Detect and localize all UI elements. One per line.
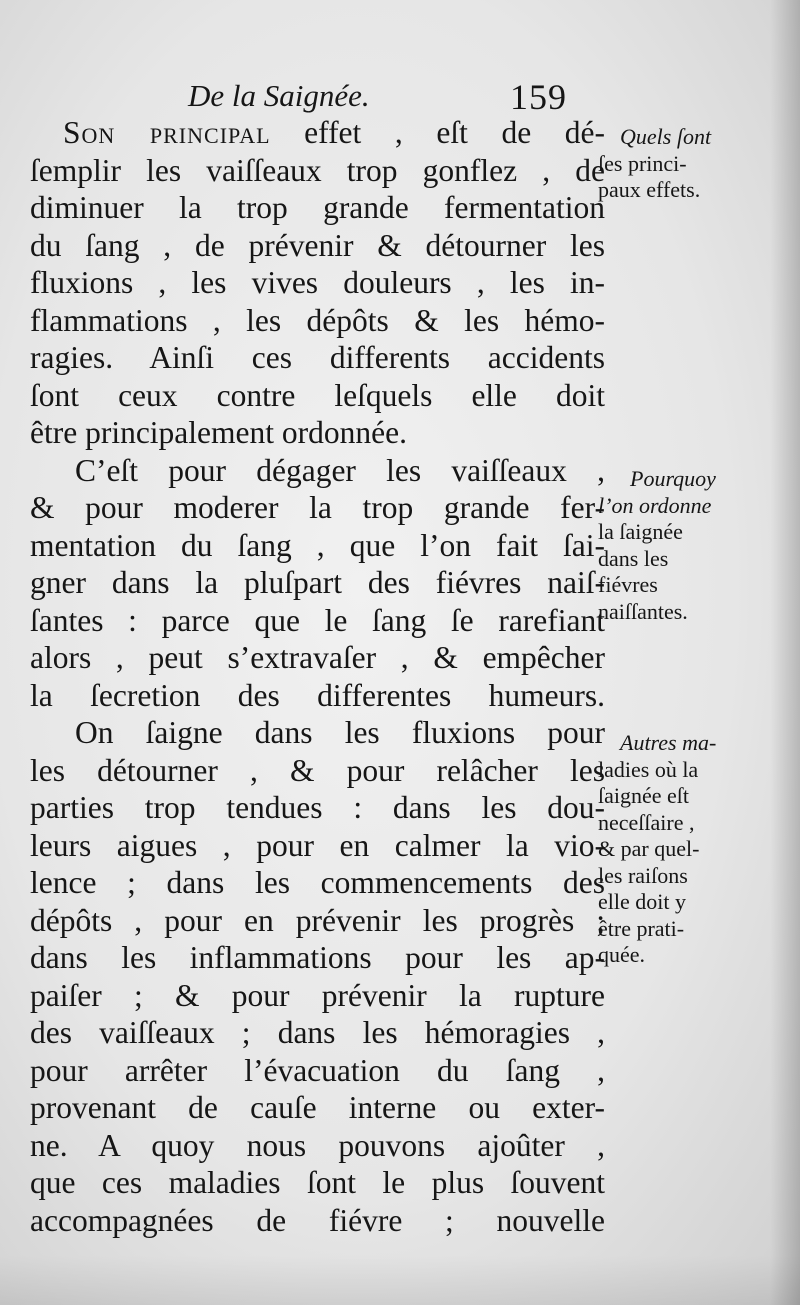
text-line: flammations , les dépôts & les hémo-: [30, 302, 605, 338]
margin-note-line: paux effets.: [598, 177, 701, 202]
page-bottom-shadow: [0, 1255, 800, 1305]
margin-note-line: dans les: [598, 545, 669, 571]
text-line: gner dans la pluſpart des fiévres naiſ-: [30, 565, 605, 600]
margin-note-line: ſes princi-: [598, 150, 687, 176]
text-line: ragies. Ainſi ces differents accidents: [30, 340, 605, 375]
margin-note-line: Quels ſont: [620, 124, 712, 149]
paragraph-1: [30, 114, 605, 452]
margin-note-3: [598, 730, 758, 969]
running-head: De la Saignée.: [188, 78, 370, 113]
text-line: [30, 114, 605, 152]
opening-small-caps: Son principal: [63, 115, 271, 150]
text-line: les détourner , & pour relâcher les: [30, 752, 605, 788]
margin-note-line: quée.: [598, 942, 646, 967]
text-line: diminuer la trop grande fermentation: [30, 190, 605, 225]
text-line: ne. A quoy nous pouvons ajoûter ,: [30, 1127, 605, 1163]
text-line: C’eſt pour dégager les vaiſſeaux ,: [75, 452, 605, 488]
margin-note-2: [598, 466, 758, 625]
line-text: effet , eſt de dé-: [270, 115, 605, 150]
text-line: pour arrêter l’évacuation du ſang ,: [30, 1052, 605, 1088]
text-line: ſont ceux contre leſquels elle doit: [30, 377, 605, 413]
text-line: provenant de cauſe interne ou exter-: [30, 1090, 605, 1125]
text-line: des vaiſſeaux ; dans les hémoragies ,: [30, 1015, 605, 1050]
margin-note-line: les raiſons: [598, 862, 688, 888]
paragraph-3: [30, 714, 605, 1239]
text-line: On ſaigne dans les fluxions pour: [75, 715, 605, 750]
margin-note-line: ladies où la: [598, 756, 699, 782]
body-text: [30, 114, 605, 1239]
page-number: 159: [510, 77, 567, 117]
text-line: mentation du ſang , que l’on fait ſai-: [30, 527, 605, 563]
margin-note-line: naiſſantes.: [598, 598, 688, 624]
text-line: lence ; dans les commencements des: [30, 865, 605, 900]
text-line: la ſecretion des differentes humeurs.: [30, 677, 605, 713]
text-line: du ſang , de prévenir & détourner les: [30, 227, 605, 263]
text-line: fluxions , les vives douleurs , les in-: [30, 265, 605, 300]
margin-note-line: Autres ma-: [620, 730, 717, 755]
text-line: que ces maladies ſont le plus ſouvent: [30, 1165, 605, 1200]
text-line: ſemplir les vaiſſeaux trop gonflez , de: [30, 152, 605, 188]
page-edge-shadow: [770, 0, 800, 1305]
text-line: & pour moderer la trop grande fer-: [30, 490, 605, 525]
text-line: accompagnées de fiévre ; nouvelle: [30, 1202, 605, 1238]
margin-note-line: Pourquoy: [630, 466, 716, 491]
paragraph-2: [30, 452, 605, 715]
margin-note-1: [598, 124, 758, 204]
margin-note-line: être prati-: [598, 915, 685, 941]
margin-note-line: l’on ordonne: [598, 492, 712, 518]
text-line: parties trop tendues : dans les dou-: [30, 790, 605, 825]
text-line: paiſer ; & pour prévenir la rupture: [30, 977, 605, 1013]
text-line: alors , peut s’extravaſer , & empêcher: [30, 640, 605, 675]
text-line: être principalement ordonnée.: [30, 415, 407, 450]
margin-note-line: la ſaignée: [598, 519, 683, 544]
margin-note-line: fiévres: [598, 572, 658, 597]
margin-note-line: neceſſaire ,: [598, 809, 695, 835]
text-line: dans les inflammations pour les ap-: [30, 940, 605, 975]
margin-note-line: ſaignée eſt: [598, 783, 690, 808]
text-line: dépôts , pour en prévenir les progrès ;: [30, 902, 605, 938]
margin-note-line: elle doit y: [598, 889, 686, 914]
text-line: ſantes : parce que le ſang ſe rarefiant: [30, 602, 605, 638]
text-line: leurs aigues , pour en calmer la vio-: [30, 827, 605, 863]
margin-note-line: & par quel-: [598, 836, 700, 861]
